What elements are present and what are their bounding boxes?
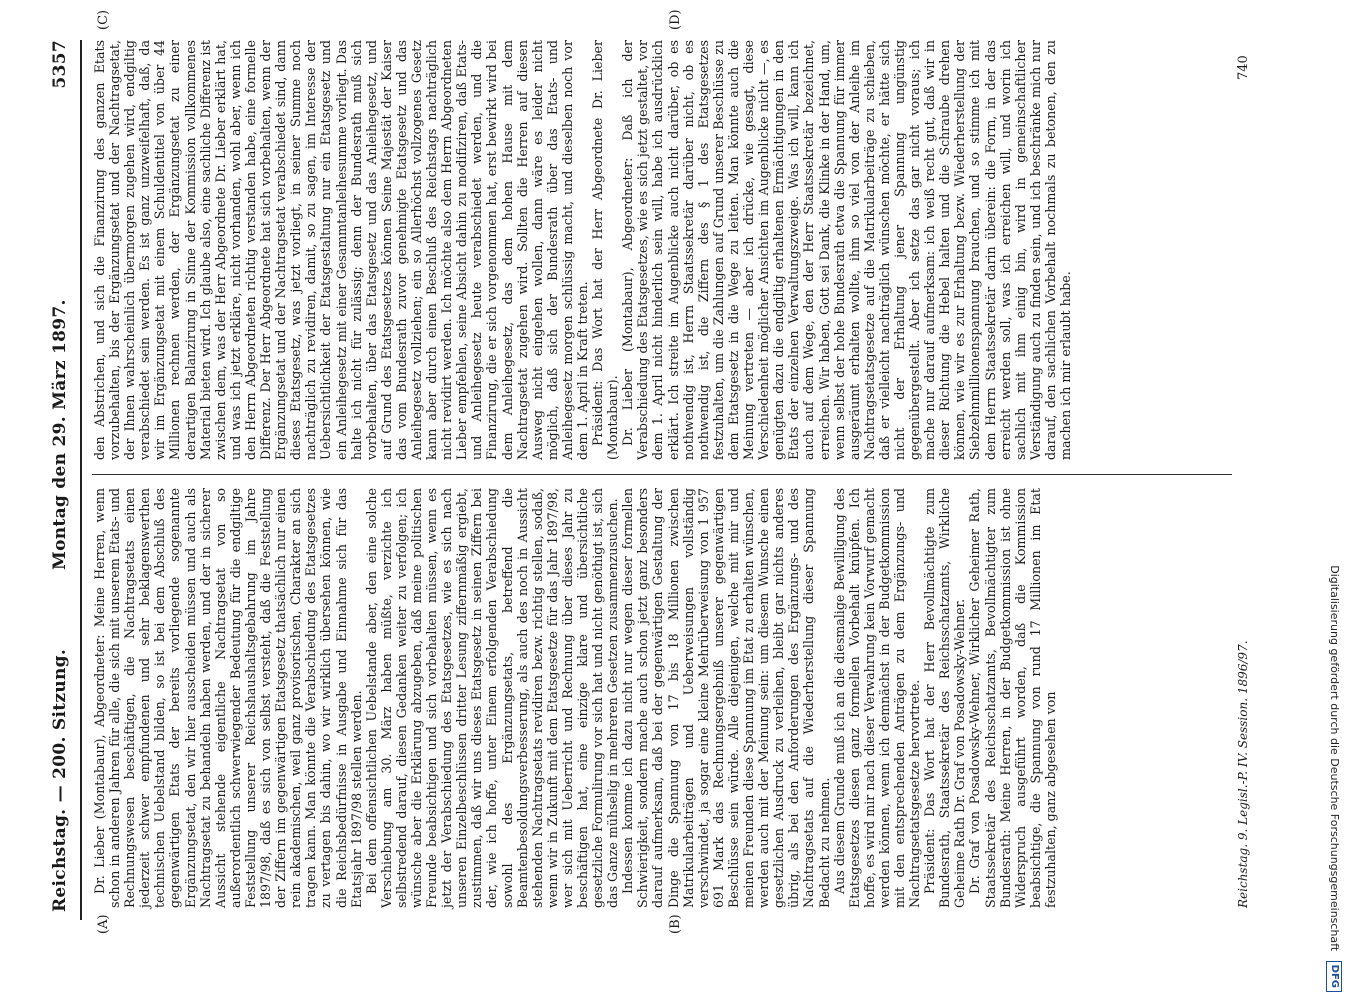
- footer-session: Reichstag. 9. Legisl.-P. IV. Session. 1896/97.: [1236, 640, 1250, 908]
- right-column: [92, 40, 1232, 460]
- paragraph: Indessen komme ich dazu nicht nur wegen dieser formellen Schwierigkeit, sondern mache auch schon jetzt ganz besonders darauf aufmerksam, daß bei der gegenwärtigen Gestaltung der Dinge die Spannung von 17 bis 18 Millionen zwischen Matrikularbeiträgen und Ueberweisungen vollständig verschwindet, ja sogar eine kleine Mehrüberweisung von 1 957 691 Mark das Rechnungsergebniß unserer gegenwärtigen Beschlüsse sein würde. Alle diejenigen, welche mit mir und meinen Freunden diese Spannung im Etat zu erhalten wünschen, werden auch mit der Meinung sein: um diesem Wunsche einen gesetzlichen Ausdruck zu verleihen, bleibt gar nichts anderes übrig, als bei den Anforderungen des Ergänzungs- und des Nachtragsetats auf die Wiederherstellung dieser Spannung Bedacht zu nehmen.: [620, 488, 832, 908]
- margin-marker-a: (A): [96, 914, 111, 934]
- paragraph: Präsident: Das Wort hat der Herr Abgeordnete Dr. Lieber (Montabaur).: [590, 40, 621, 460]
- paragraph: Dr. Lieber (Montabaur), Abgeordneter: Daß ich der Verabschiedung des Etatsgesetzes, wie es sich jetzt gestaltet, vor dem 1. April nicht hinderlich sein will, habe ich ausdrücklich erklärt. Ich streite im Augenblicke auch nicht darüber, ob es nothwendig ist, Herrn Staatssekretär darüber nicht, ob es nothwendig ist, die Ziffern des § 1 des Etatsgesetzes festzuhalten, um die Zahlungen auf Grund unserer Beschlüsse zu dem Etatsgesetz in die Wege zu leiten. Man könnte auch die Meinung vertreten — aber ich drücke, wie gesagt, diese Verschiedenheit möglicher Ansichten im Augenblicke nicht —, es genügten dazu die endgiltig erhaltenen Ermächtigungen in den Etats der einzelnen Verwaltungszweige. Was ich will, kann ich auch auf dem Wege, den der Herr Staatssekretär bezeichnet, erreichen. Wir haben, Gott sei Dank, die Klinke in der Hand, um, wenn selbst der hohe Bundesrath etwa die Spannung für immer ausgeräumt erhalten wollte, ihm so viel von der Anleihe im Nachtragsetatsgesetze auf die Matrikularbeiträge zu schieben, daß er vielleicht nachträglich wünschen möchte, er hätte sich nicht der Erhaltung jener Spannung ungünstig gegenübergestellt. Aber ich setze das gar nicht voraus; ich mache nur darauf aufmerksam: ich weiß recht gut, daß wir in dieser Richtung die Hebel halten und die Schraube drehen können, wie wir es zur Erhaltung bezw. Wiederherstellung der Siebzehnmillionenspannung brauchen, und so stimme ich mit dem Herrn Staatssekretär darin überein: die Form, in der das erreicht werden soll, was ich erreichen will, und worin ich sachlich mit ihm einig bin, wird in gemeinschaftlicher Verständigung auch zu finden sein, und ich beschränke mich nur darauf, den sachlichen Vorbehalt nochmals zu betonen, den zu machen ich mir erlaubt habe.: [620, 40, 1073, 460]
- paragraph: Dr. Graf von Posadowsky-Wehner, Wirklicher Geheimer Rath, Staatssekretär des Reichsschatzamts, Bevollmächtigter zum Bundesrath: Meine Herren, in der Budgetkommission ist ohne Widerspruch ausgeführt worden, daß die Kommission beabsichtige, die Spannung von rund 17 Millionen im Etat festzuhalten, ganz abgesehen von: [967, 488, 1058, 908]
- margin-marker-d: (D): [668, 9, 683, 30]
- column-divider: [92, 474, 1232, 475]
- dfg-logo: DFG: [1326, 961, 1342, 992]
- paragraph: den Abstrichen, und sich die Finanzirung des ganzen Etats vorzubehalten, bis der Ergänzungsetat und der Nachtragsetat, der Ihnen wahrscheinlich übermorgen zugehen wird, endgiltig verabschiedet sein werden. Es ist ganz unzweifelhaft, daß, da wir im Ergänzungsetat mit einem Schuldentitel von über 44 Millionen rechnen werden, der Ergänzungsetat zu einer derartigen Balanzirung in Sinne der Kommission vollkommenes Material bieten wird. Ich glaube also, eine sachliche Differenz ist zwischen dem, was der Herr Abgeordnete Dr. Lieber erklärt hat, und was ich jetzt erkläre, nicht vorhanden, wohl aber, wenn ich den Herrn Abgeordneten richtig verstanden habe, eine formelle Differenz. Der Herr Abgeordnete hat sich vorbehalten, wenn der Ergänzungsetat und der Nachtragsetat verabschiedet sind, dann dieses Etatsgesetz, was jetzt vorliegt, in seiner Summe noch nachträglich zu revidiren, damit, so zu sagen, im Interesse der Uebersichtlichkeit der Etatsgestaltung nur ein Etatsgesetz und ein Anleihegesetz mit einer Gesammtanleihesumme vorliegt. Das halte ich nicht für zulässig; denn der Bundesrath muß sich vorbehalten, über das Etatsgesetz und das Anleihegesetz, und auf Grund des Etatsgesetzes können Seine Majestät der Kaiser das vom Bundesrath zuvor genehmigte Etatsgesetz und das Anleihegesetz vollziehen; ein so Allerhöchst vollzogenes Gesetz kann aber durch einen Beschluß des Reichstags nachträglich nicht revidirt werden. Ich möchte also dem Herrn Abgeordneten Lieber empfehlen, seine Absicht dahin zu modifiziren, daß Etats- und Anleihegesetz heute verabschiedet werden, und die Finanzirung, die er sich vorgenommen hat, erst bewirkt wird bei dem Anleihegesetz, das dem hohen Hause mit dem Nachtragsetat zugehen wird. Sollten die Herren auf diesen Ausweg nicht eingehen wollen, dann wäre es leider nicht möglich, daß sich der Bundesrath über das Etats- und Anleihegesetz morgen schlüssig macht, und dieselben noch vor dem 1. April in Kraft treten.: [92, 40, 590, 460]
- credit-text: Digitalisierung gefördert durch die Deutsche Forschungsgemeinschaft: [1328, 565, 1341, 952]
- paragraph: Präsident: Das Wort hat der Herr Bevollmächtigte zum Bundesrath, Staatssekretär des Reichsschatzamts, Wirkliche Geheime Rath Dr. Graf von Posadowsky-Wehner.: [922, 488, 968, 908]
- left-column: [92, 488, 1232, 908]
- footer-number: 740: [1236, 55, 1251, 80]
- paragraph: Dr. Lieber (Montabaur), Abgeordneter: Meine Herren, wenn schon in anderen Jahren für alle, die sich mit unserem Etats- und Rechnungswesen beschäftigen, die Nachtragsetats einen jederzeit schwer empfundenen und sehr beklagenswerthen technischen Uebelstand bilden, so ist bei dem Abschluß des gegenwärtigen Etats der bereits vorliegende sogenannte Ergänzungsetat, den wir hier ausscheiden müssen und auch als Nachtragsetat zu behandeln haben werden, und der in sicherer Aussicht stehende eigentliche Nachtragsetat von so außerordentlich schwerwiegender Bedeutung für die endgiltige Feststellung unserer Reichshaushaltsgebahrung im Jahre 1897/98, daß es sich von selbst versteht, daß die Feststellung der Ziffern im gegenwärtigen Etatsgesetz thatsächlich nur einen rein akademischen, weil ganz provisorischen, Charakter an sich tragen kann. Man könnte die Verabschiedung des Etatsgesetzes zu vertagen bis dahin, wo wir wirklich übersehen können, wie die Reichsbedürfnisse in Ausgabe und Einnahme sich für das Etatsjahr 1897/98 stellen werden.: [92, 488, 364, 908]
- header-rule: [80, 40, 82, 920]
- header-page-number: 5357: [50, 40, 70, 89]
- paragraph: Aus diesem Grunde muß ich an die diesmalige Bewilligung des Etatsgesetzes diesen ganz formellen Vorbehalt knüpfen. Ich hoffe, es wird mir nach dieser Verwahrung kein Vorwurf gemacht werden können, wenn ich demnächst in der Budgetkommission mit den entsprechenden Anträgen zu dem Ergänzungs- und Nachtragsetatsgesetze hervortrete.: [831, 488, 923, 908]
- paragraph: Bei dem offensichtlichen Uebelstande aber, den eine solche Verschiebung am 30. März haben müßte, verzichte ich selbstredend darauf, diesen Gedanken weiter zu verfolgen; ich wünsche aber die Erklärung abzugeben, daß meine politischen Freunde beabsichtigen und sich vorbehalten müssen, wenn es jetzt der Verabschiedung des Etatsgesetzes, wie es sich nach unseren Einzelbeschlüssen dritter Lesung ziffernmäßig ergiebt, zustimmen, daß wir uns dieses Etatsgesetz in seinen Ziffern bei der, wie ich hoffe, unter Einem erfolgenden Verabschiedung sowohl des Ergänzungsetats, betreffend die Beamtenbesoldungsverbesserung, als auch des noch in Aussicht stehenden Nachtragsetats revidiren bezw. richtig stellen, sodaß, wenn wir in Zukunft mit dem Etatsgesetze für das Jahr 1897/98, wer sich mit Ueberricht und Rechnung über dieses Jahr zu beschäftigen hat, eine einzige klare und übersichtliche gesetzliche Formulirung vor sich hat und nicht genöthigt ist, sich das Ganze mühselig in mehreren Gesetzen zusammenzusuchen.: [363, 488, 621, 908]
- digitization-credit: [1322, 8, 1346, 992]
- margin-marker-b: (B): [668, 914, 683, 934]
- page-header: [46, 40, 76, 920]
- header-left: Reichstag. — 200. Sitzung.: [50, 648, 70, 912]
- margin-marker-c: (C): [96, 9, 111, 30]
- header-date: Montag den 29. März 1897.: [50, 299, 70, 570]
